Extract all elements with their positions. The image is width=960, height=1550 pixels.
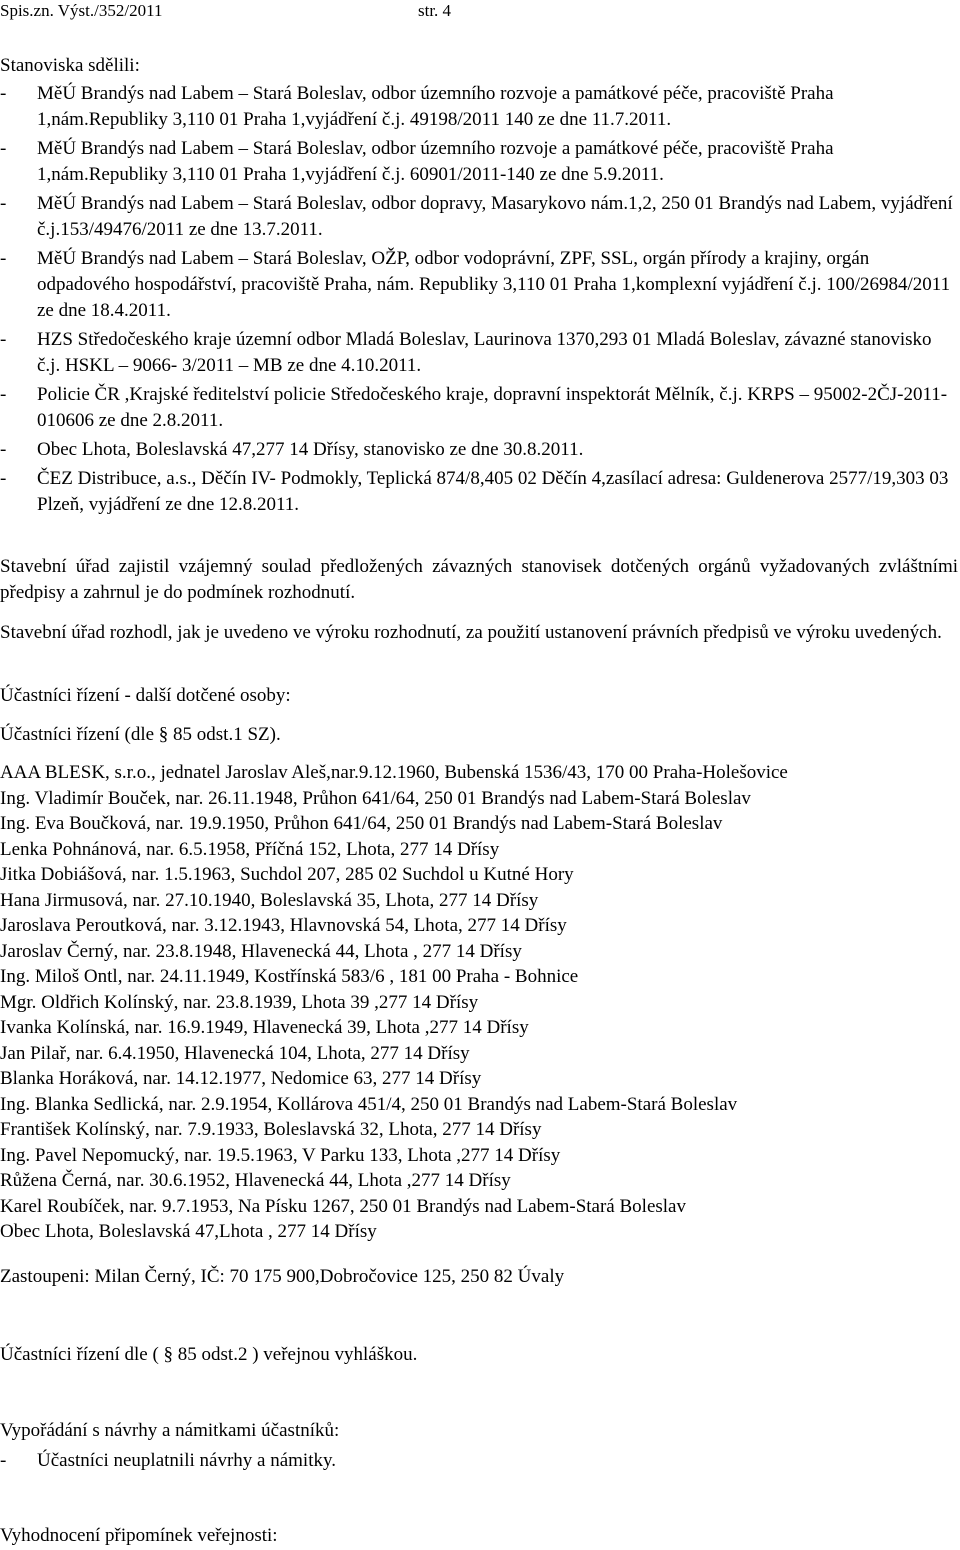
- participant-entry: AAA BLESK, s.r.o., jednatel Jaroslav Aleš,nar.9.12.1960, Bubenská 1536/43, 170 00 Praha-Holešovice: [0, 762, 788, 783]
- opinion-item: [0, 246, 958, 324]
- participant-entry: Hana Jirmusová, nar. 27.10.1940, Boleslavská 35, Lhota, 277 14 Dřísy: [0, 889, 539, 911]
- opinion-text: MěÚ Brandýs nad Labem – Stará Boleslav, odbor dopravy, Masarykovo nám.1,2, 250 01 Brandýs nad Labem, vyjádření č.j.153/49476/2011 ze dne 13.7.2011.: [37, 193, 953, 240]
- participant-entry: Jan Pilař, nar. 6.4.1950, Hlavenecká 104, Lhota, 277 14 Dřísy: [0, 1042, 470, 1064]
- public-comments-heading: Vyhodnocení připomínek veřejnosti:: [0, 1525, 278, 1546]
- participant-entry: Karel Roubíček, nar. 9.7.1953, Na Písku 1267, 250 01 Brandýs nad Labem-Stará Boleslav: [0, 1195, 686, 1217]
- objections-section: [0, 1448, 958, 1477]
- objections-list: [0, 1448, 958, 1474]
- opinion-text: Obec Lhota, Boleslavská 47,277 14 Dřísy, stanovisko ze dne 30.8.2011.: [37, 439, 584, 460]
- opinion-item: [0, 191, 958, 243]
- opinion-item: [0, 136, 958, 188]
- objection-item: [0, 1448, 958, 1474]
- harmony-paragraph: Stavební úřad zajistil vzájemný soulad předložených závazných stanovisek dotčených orgánů vyžadovaných zvláštními předpisy a zahrnul je do podmínek rozhodnutí.: [0, 556, 958, 603]
- decision-paragraph: Stavební úřad rozhodl, jak je uvedeno ve výroku rozhodnutí, za použití ustanovení právních předpisů ve výroku uvedených.: [0, 622, 942, 643]
- objection-text: Účastníci neuplatnili návrhy a námitky.: [37, 1450, 336, 1471]
- dash-bullet: -: [0, 193, 7, 214]
- participant-entry: Blanka Horáková, nar. 14.12.1977, Nedomice 63, 277 14 Dřísy: [0, 1068, 482, 1089]
- dash-bullet: -: [0, 439, 7, 460]
- participant-entry: Lenka Pohnánová, nar. 6.5.1958, Příčná 152, Lhota, 277 14 Dřísy: [0, 838, 500, 860]
- dash-bullet: -: [0, 384, 7, 405]
- opinion-text: Policie ČR ,Krajské ředitelství policie Středočeského kraje, dopravní inspektorát Mělník, č.j. KRPS – 95002-2ČJ-2011-010606 ze dne 2.8.2011.: [37, 384, 948, 431]
- participant-entry: František Kolínský, nar. 7.9.1933, Boleslavská 32, Lhota, 277 14 Dřísy: [0, 1119, 542, 1140]
- opinion-text: ČEZ Distribuce, a.s., Děčín IV- Podmokly, Teplická 874/8,405 02 Děčín 4,zasílací adresa: Guldenerova 2577/19,303 03 Plzeň, vyjádření ze dne 12.8.2011.: [37, 468, 949, 515]
- opinion-text: HZS Středočeského kraje územní odbor Mladá Boleslav, Laurinova 1370,293 01 Mladá Boleslav, závazné stanovisko č.j. HSKL – 9066- 3/2011 – MB ze dne 4.10.2011.: [37, 329, 932, 376]
- opinions-section: [0, 81, 958, 521]
- participant-entry: Ing. Pavel Nepomucký, nar. 19.5.1963, V Parku 133, Lhota ,277 14 Dřísy: [0, 1144, 561, 1166]
- dash-bullet: -: [0, 1450, 7, 1471]
- participant-entry: Ivanka Kolínská, nar. 16.9.1949, Hlavenecká 39, Lhota ,277 14 Dřísy: [0, 1017, 529, 1038]
- sz-participants-heading: Účastníci řízení (dle § 85 odst.1 SZ).: [0, 724, 281, 745]
- opinion-item: [0, 327, 958, 379]
- objections-heading: Vypořádání s návrhy a námitkami účastníků:: [0, 1420, 340, 1441]
- participant-entry: Jitka Dobiášová, nar. 1.5.1963, Suchdol 207, 285 02 Suchdol u Kutné Hory: [0, 864, 574, 885]
- participants-list: [0, 760, 958, 1245]
- participant-entry: Ing. Eva Boučková, nar. 19.9.1950, Průhon 641/64, 250 01 Brandýs nad Labem-Stará Boleslav: [0, 813, 723, 834]
- opinion-item: [0, 81, 958, 133]
- participant-entry: Mgr. Oldřich Kolínský, nar. 23.8.1939, Lhota 39 ,277 14 Dřísy: [0, 991, 479, 1013]
- representation-line: Zastoupeni: Milan Černý, IČ: 70 175 900,Dobročovice 125, 250 82 Úvaly: [0, 1266, 565, 1287]
- participant-entry: Ing. Vladimír Bouček, nar. 26.11.1948, Průhon 641/64, 250 01 Brandýs nad Labem-Stará Boleslav: [0, 787, 751, 809]
- opinions-list: [0, 81, 958, 518]
- participant-entry: Obec Lhota, Boleslavská 47,Lhota , 277 14 Dřísy: [0, 1221, 377, 1242]
- reference-number: Spis.zn. Výst./352/2011: [0, 1, 163, 20]
- participant-entry: Růžena Černá, nar. 30.6.1952, Hlavenecká 44, Lhota ,277 14 Dřísy: [0, 1170, 511, 1191]
- participant-entry: Jaroslava Peroutková, nar. 3.12.1943, Hlavnovská 54, Lhota, 277 14 Dřísy: [0, 915, 567, 936]
- participant-entry: Jaroslav Černý, nar. 23.8.1948, Hlavenecká 44, Lhota , 277 14 Dřísy: [0, 940, 522, 962]
- opinion-text: MěÚ Brandýs nad Labem – Stará Boleslav, OŽP, odbor vodoprávní, ZPF, SSL, orgán přírody a krajiny, orgán odpadového hospodářství, pracoviště Praha, nám. Republiky 3,110 01 Praha 1,komplexní vyjádření č.j. 100/26984/2011 ze dne 18.4.2011.: [37, 248, 951, 321]
- opinion-text: MěÚ Brandýs nad Labem – Stará Boleslav, odbor územního rozvoje a památkové péče, pracoviště Praha 1,nám.Republiky 3,110 01 Praha 1,vyjádření č.j. 49198/2011 140 ze dne 11.7.2011.: [37, 83, 834, 130]
- other-participants-heading: Účastníci řízení - další dotčené osoby:: [0, 685, 291, 706]
- dash-bullet: -: [0, 83, 7, 104]
- opinions-heading: Stanoviska sdělili:: [0, 55, 140, 76]
- participant-entry: Ing. Miloš Ontl, nar. 24.11.1949, Kostřínská 583/6 , 181 00 Praha - Bohnice: [0, 966, 579, 987]
- public-notice-line: Účastníci řízení dle ( § 85 odst.2 ) veřejnou vyhláškou.: [0, 1344, 418, 1365]
- dash-bullet: -: [0, 248, 7, 269]
- page-number: str. 4: [418, 1, 452, 20]
- dash-bullet: -: [0, 138, 7, 159]
- opinion-item: [0, 466, 958, 518]
- opinion-item: [0, 382, 958, 434]
- participant-entry: Ing. Blanka Sedlická, nar. 2.9.1954, Kollárova 451/4, 250 01 Brandýs nad Labem-Stará Boleslav: [0, 1093, 738, 1115]
- opinion-item: [0, 437, 958, 463]
- opinion-text: MěÚ Brandýs nad Labem – Stará Boleslav, odbor územního rozvoje a památkové péče, pracoviště Praha 1,nám.Republiky 3,110 01 Praha 1,vyjádření č.j. 60901/2011-140 ze dne 5.9.2011.: [37, 138, 834, 185]
- dash-bullet: -: [0, 468, 7, 489]
- dash-bullet: -: [0, 329, 7, 350]
